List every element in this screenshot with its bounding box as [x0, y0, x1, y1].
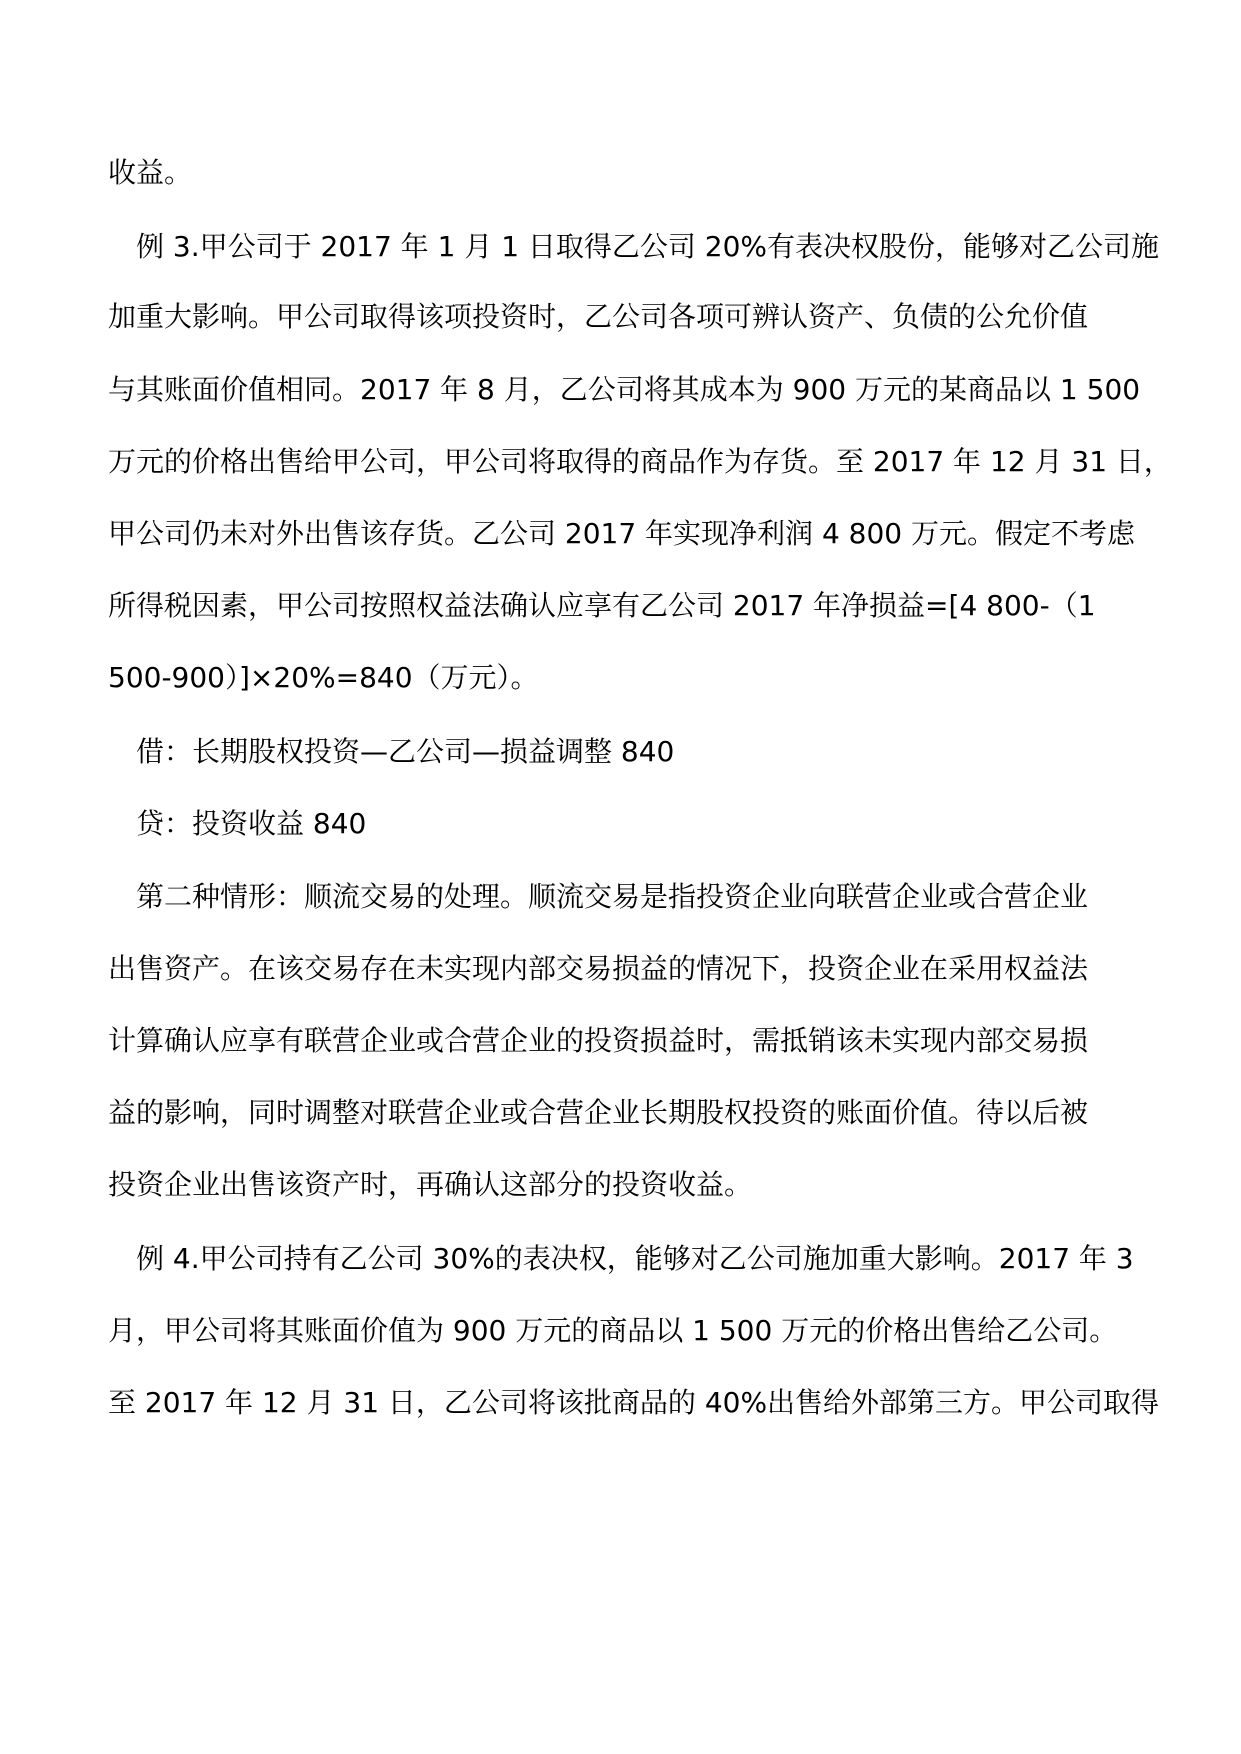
journal-entry-credit: 贷：投资收益 840 — [136, 807, 367, 840]
paragraph-line: 所得税因素，甲公司按照权益法确认应享有乙公司 2017 年净损益=[4 800-（1 — [108, 589, 1096, 622]
paragraph-line: 例 4.甲公司持有乙公司 30%的表决权，能够对乙公司施加重大影响。2017 年 3 — [136, 1242, 1134, 1275]
paragraph-line: 益的影响，同时调整对联营企业或合营企业长期股权投资的账面价值。待以后被 — [108, 1096, 1089, 1129]
paragraph-line: 月，甲公司将其账面价值为 900 万元的商品以 1 500 万元的价格出售给乙公司。 — [108, 1314, 1118, 1347]
paragraph-line: 甲公司仍未对外出售该存货。乙公司 2017 年实现净利润 4 800 万元。假定不考虑 — [108, 517, 1136, 550]
paragraph-line: 例 3.甲公司于 2017 年 1 月 1 日取得乙公司 20%有表决权股份，能够对乙公司施 — [136, 230, 1160, 263]
paragraph-line: 出售资产。在该交易存在未实现内部交易损益的情况下，投资企业在采用权益法 — [108, 952, 1089, 985]
paragraph-line: 收益。 — [108, 156, 193, 189]
paragraph-line: 至 2017 年 12 月 31 日，乙公司将该批商品的 40%出售给外部第三方。甲公司取得 — [108, 1386, 1160, 1419]
paragraph-line: 投资企业出售该资产时，再确认这部分的投资收益。 — [108, 1168, 753, 1201]
paragraph-line: 万元的价格出售给甲公司，甲公司将取得的商品作为存货。至 2017 年 12 月 31 日， — [108, 445, 1172, 478]
paragraph-line: 计算确认应享有联营企业或合营企业的投资损益时，需抵销该未实现内部交易损 — [108, 1024, 1089, 1057]
paragraph-line: 加重大影响。甲公司取得该项投资时，乙公司各项可辨认资产、负债的公允价值 — [108, 300, 1089, 333]
paragraph-line: 第二种情形：顺流交易的处理。顺流交易是指投资企业向联营企业或合营企业 — [136, 880, 1089, 913]
journal-entry-debit: 借：长期股权投资—乙公司—损益调整 840 — [136, 735, 675, 768]
paragraph-line: 500-900）]×20%=840（万元）。 — [108, 661, 539, 694]
paragraph-line: 与其账面价值相同。2017 年 8 月，乙公司将其成本为 900 万元的某商品以 1 500 — [108, 373, 1141, 406]
